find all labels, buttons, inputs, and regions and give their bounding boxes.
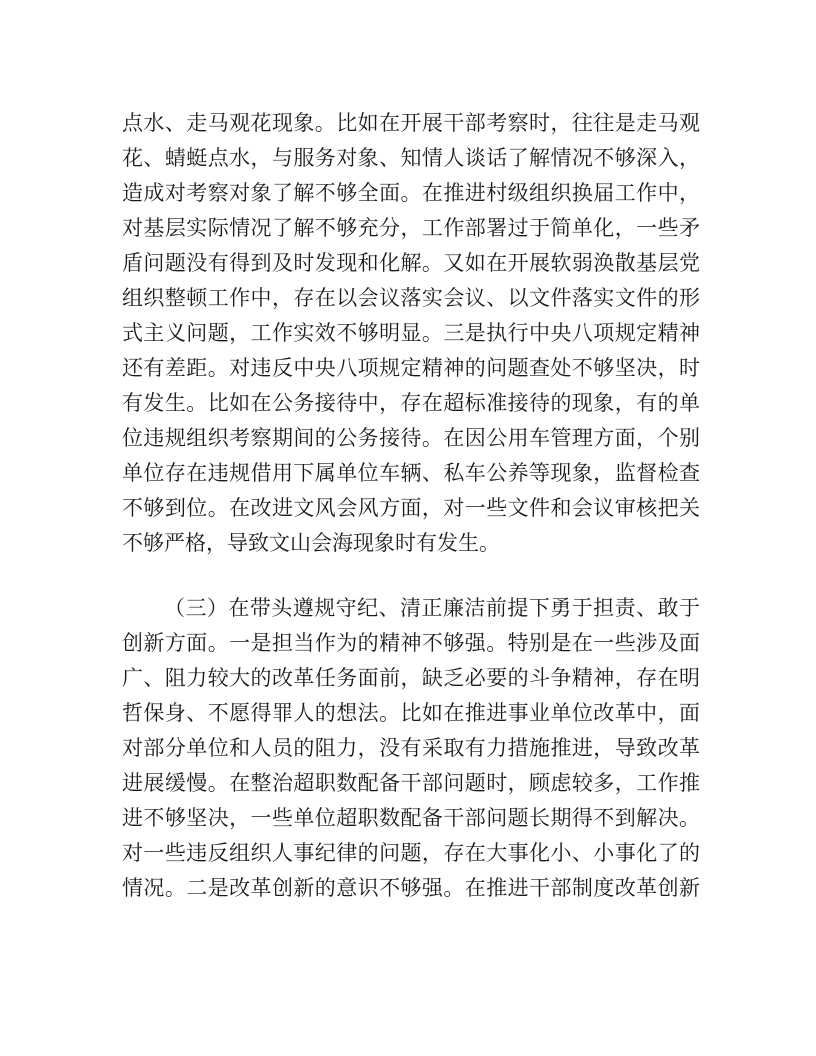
text-line: 还有差距。对违反中央八项规定精神的问题查处不够坚决，时 bbox=[122, 356, 700, 380]
text-line: 单位存在违规借用下属单位车辆、私车公养等现象，监督检查 bbox=[122, 461, 700, 485]
text-line: 有发生。比如在公务接待中，存在超标准接待的现象，有的单 bbox=[122, 391, 700, 415]
text-line: 造成对考察对象了解不够全面。在推进村级组织换届工作中， bbox=[122, 181, 700, 205]
text-line: 不够严格，导致文山会海现象时有发生。 bbox=[122, 531, 500, 555]
text-line: 花、蜻蜓点水，与服务对象、知情人谈话了解情况不够深入， bbox=[122, 146, 700, 170]
text-line: 进不够坚决，一些单位超职数配备干部问题长期得不到解决。 bbox=[122, 806, 700, 830]
text-line: 式主义问题，工作实效不够明显。三是执行中央八项规定精神 bbox=[122, 321, 700, 345]
text-line: 创新方面。一是担当作为的精神不够强。特别是在一些涉及面 bbox=[122, 631, 700, 655]
text-line: 对一些违反组织人事纪律的问题，存在大事化小、小事化了的 bbox=[122, 841, 700, 865]
text-line: 不够到位。在改进文风会风方面，对一些文件和会议审核把关 bbox=[122, 496, 700, 520]
text-line: 盾问题没有得到及时发现和化解。又如在开展软弱涣散基层党 bbox=[122, 251, 700, 275]
paragraph-heading-line: （三）在带头遵规守纪、清正廉洁前提下勇于担责、敢于 bbox=[164, 596, 700, 620]
text-line: 组织整顿工作中，存在以会议落实会议、以文件落实文件的形 bbox=[122, 286, 700, 310]
text-line: 对部分单位和人员的阻力，没有采取有力措施推进，导致改革 bbox=[122, 736, 700, 760]
text-line: 情况。二是改革创新的意识不够强。在推进干部制度改革创新 bbox=[122, 876, 700, 900]
text-line: 点水、走马观花现象。比如在开展干部考察时，往往是走马观 bbox=[122, 111, 700, 135]
text-line: 对基层实际情况了解不够充分，工作部署过于简单化，一些矛 bbox=[122, 216, 700, 240]
text-line: 哲保身、不愿得罪人的想法。比如在推进事业单位改革中，面 bbox=[122, 701, 700, 725]
text-line: 广、阻力较大的改革任务面前，缺乏必要的斗争精神，存在明 bbox=[122, 666, 700, 690]
text-line: 进展缓慢。在整治超职数配备干部问题时，顾虑较多，工作推 bbox=[122, 771, 700, 795]
text-line: 位违规组织考察期间的公务接待。在因公用车管理方面，个别 bbox=[122, 426, 700, 450]
